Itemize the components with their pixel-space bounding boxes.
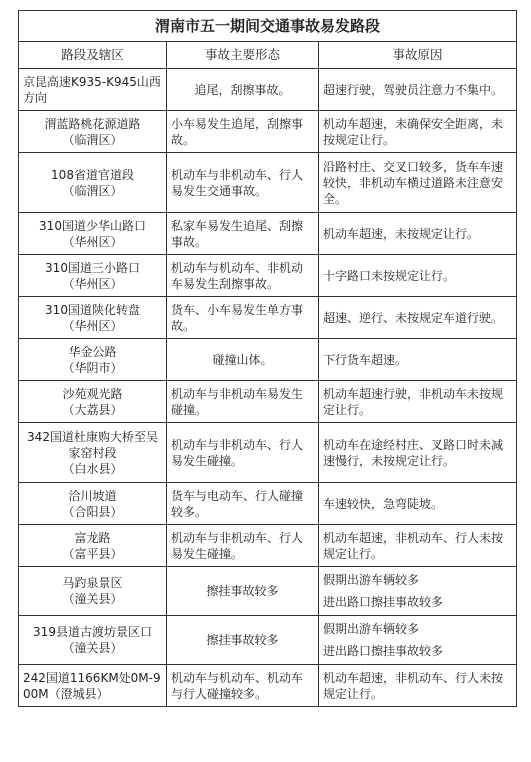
header-road: 路段及辖区 — [19, 42, 167, 69]
header-cause: 事故原因 — [319, 42, 517, 69]
cause-cell — [319, 616, 517, 665]
road-district: （潼关县） — [62, 641, 123, 655]
cause-cell: 超速行驶，驾驶员注意力不集中。 — [319, 69, 517, 111]
cause-cell: 机动车超速，非机动车、行人未按规定让行。 — [319, 525, 517, 567]
road-name: 242国道1166KM处0M-900M（澄城县） — [23, 670, 161, 701]
cause-line: 假期出游车辆较多 — [323, 622, 420, 636]
table-row — [19, 665, 517, 707]
form-cell: 私家车易发生追尾、刮擦事故。 — [167, 213, 319, 255]
header-form: 事故主要形态 — [167, 42, 319, 69]
road-district: （华阴市） — [62, 360, 123, 375]
cause-cell: 下行货车超速。 — [319, 339, 517, 381]
cause-cell: 超速、逆行、未按规定车道行驶。 — [319, 297, 517, 339]
road-name: 马趵泉景区 — [62, 576, 123, 590]
road-cell — [19, 213, 167, 255]
road-district: （合阳县） — [62, 504, 123, 519]
form-cell: 机动车与机动车、非机动车易发生刮擦事故。 — [167, 255, 319, 297]
road-name: 310国道少华山路口 — [39, 218, 146, 233]
table-row — [19, 111, 517, 153]
cause-cell: 机动车超速，未确保安全距离，未按规定让行。 — [319, 111, 517, 153]
table-title: 渭南市五一期间交通事故易发路段 — [19, 11, 517, 42]
road-district: （大荔县） — [62, 402, 123, 417]
table-row — [19, 381, 517, 423]
cause-cell: 车速较快，急弯陡坡。 — [319, 483, 517, 525]
road-cell — [19, 381, 167, 423]
road-cell — [19, 567, 167, 616]
road-cell — [19, 297, 167, 339]
road-name: 华金公路 — [68, 344, 117, 359]
cause-line: 进出路口擦挂事故较多 — [323, 644, 444, 658]
form-cell: 擦挂事故较多 — [167, 616, 319, 665]
table-row — [19, 423, 517, 483]
table-row — [19, 483, 517, 525]
cause-cell: 机动车在途经村庄、叉路口时未减速慢行，未按规定让行。 — [319, 423, 517, 483]
accident-table — [18, 10, 517, 707]
road-district: （华州区） — [62, 318, 123, 333]
road-name: 319县道古渡坊景区口 — [33, 625, 152, 639]
form-cell: 追尾，刮擦事故。 — [167, 69, 319, 111]
table-row — [19, 567, 517, 616]
road-district: （华州区） — [62, 276, 123, 291]
road-cell — [19, 483, 167, 525]
form-cell: 机动车与非机动车、行人易发生碰撞。 — [167, 423, 319, 483]
road-name: 京昆高速K935-K945山西方向 — [23, 74, 161, 105]
road-district: （临渭区） — [62, 183, 123, 198]
road-cell — [19, 153, 167, 213]
road-district: （华州区） — [62, 234, 123, 249]
road-name: 富龙路 — [74, 530, 111, 545]
road-cell — [19, 255, 167, 297]
road-cell — [19, 111, 167, 153]
form-cell: 机动车与非机动车、行人易发生交通事故。 — [167, 153, 319, 213]
cause-cell: 机动车超速，非机动车、行人未按规定让行。 — [319, 665, 517, 707]
table-row — [19, 255, 517, 297]
cause-line: 假期出游车辆较多 — [323, 573, 420, 587]
cause-cell: 机动车超速，未按规定让行。 — [319, 213, 517, 255]
road-district: （富平县） — [62, 546, 123, 561]
road-cell — [19, 69, 167, 111]
road-district: （白水县） — [62, 461, 123, 476]
road-cell — [19, 665, 167, 707]
road-name: 342国道杜康购大桥至吴家窑村段 — [27, 429, 158, 460]
table-row — [19, 525, 517, 567]
road-name: 渭蓝路桃花源道路 — [44, 116, 141, 131]
road-cell — [19, 525, 167, 567]
table-row — [19, 153, 517, 213]
road-cell — [19, 423, 167, 483]
road-name: 310国道陕化转盘 — [45, 302, 140, 317]
cause-cell — [319, 567, 517, 616]
accident-table-container — [18, 10, 516, 707]
form-cell: 机动车与非机动车、行人易发生碰撞。 — [167, 525, 319, 567]
form-cell: 碰撞山体。 — [167, 339, 319, 381]
table-row — [19, 213, 517, 255]
form-cell: 货车、小车易发生单方事故。 — [167, 297, 319, 339]
form-cell: 小车易发生追尾，刮擦事故。 — [167, 111, 319, 153]
cause-line: 进出路口擦挂事故较多 — [323, 595, 444, 609]
cause-cell: 机动车超速行驶，非机动车未按规定让行。 — [319, 381, 517, 423]
road-cell — [19, 616, 167, 665]
road-name: 沙苑观光路 — [62, 386, 123, 401]
road-name: 洽川坡道 — [68, 488, 117, 503]
table-row — [19, 339, 517, 381]
cause-cell: 十字路口未按规定让行。 — [319, 255, 517, 297]
form-cell: 机动车与机动车、机动车与行人碰撞较多。 — [167, 665, 319, 707]
table-row — [19, 69, 517, 111]
table-row — [19, 297, 517, 339]
cause-cell: 沿路村庄、交叉口较多，货车车速较快，非机动车横过道路未注意安全。 — [319, 153, 517, 213]
road-district: （临渭区） — [62, 132, 123, 147]
form-cell: 货车与电动车、行人碰撞较多。 — [167, 483, 319, 525]
form-cell: 机动车与非机动车易发生碰撞。 — [167, 381, 319, 423]
road-cell — [19, 339, 167, 381]
road-name: 310国道三小路口 — [45, 260, 140, 275]
road-name: 108省道官道段 — [51, 167, 134, 182]
form-cell: 擦挂事故较多 — [167, 567, 319, 616]
table-row — [19, 616, 517, 665]
road-district: （潼关县） — [62, 592, 123, 606]
